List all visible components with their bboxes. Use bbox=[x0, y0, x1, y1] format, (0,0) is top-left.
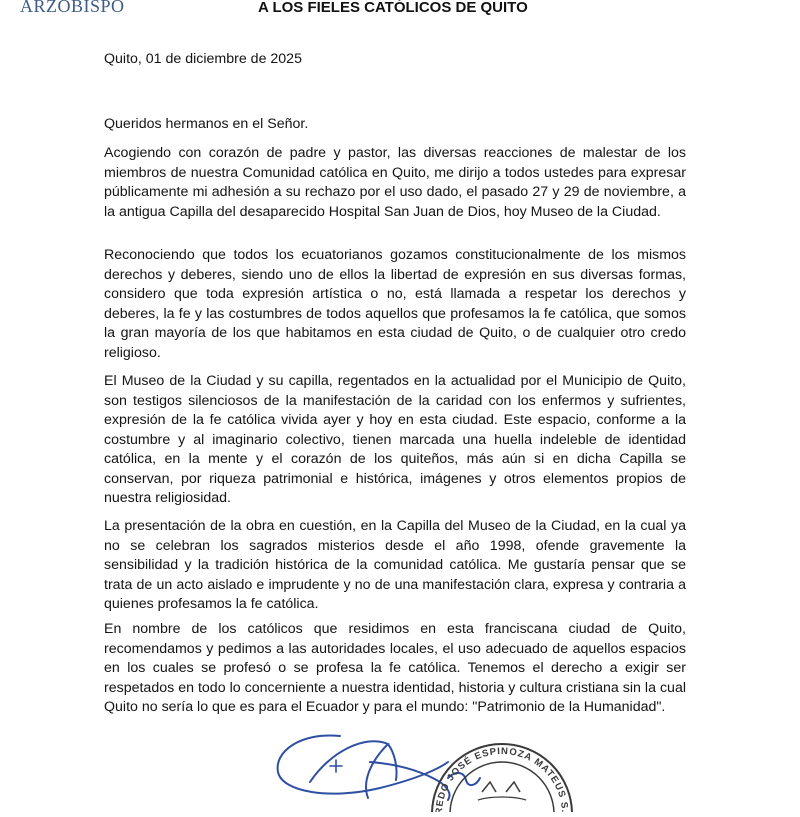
paragraph-4: La presentación de la obra en cuestión, en la Capilla del Museo de la Ciudad, en la cual ya no se celebran los sagrados misterios desde el año 1998, ofende gravemente la sensibilidad y la tradición histórica de la comunidad católica. Me gustaría pensar que se trata de un acto aislado e imprudente y no de una manifestación clara, expresa y contraria a quienes profesamos la fe católica. bbox=[104, 518, 686, 612]
paragraph-5: En nombre de los católicos que residimos en esta franciscana ciudad de Quito, recomendamos y pedimos a las autoridades locales, el uso adecuado de aquellos espacios en los cuales se profesó o se profesa la fe católica. Tenemos el derecho a exigir ser respetados en todo lo concerniente a nuestra identidad, historia y cultura cristiana sin la cual Quito no sería lo que es para el Ecuador y para el mundo: "Patrimonio de la Humanidad". bbox=[104, 621, 686, 715]
salutation: Queridos hermanos en el Señor. bbox=[104, 116, 309, 132]
signature-graphics bbox=[270, 722, 600, 812]
date-line: Quito, 01 de diciembre de 2025 bbox=[104, 51, 302, 67]
seal-text: REDO JOSÉ ESPINOZA MATEUS S. bbox=[433, 745, 571, 812]
signature-area bbox=[270, 722, 600, 812]
paragraph-1: Acogiendo con corazón de padre y pastor, las diversas reacciones de malestar de los miembros de nuestra Comunidad católica en Quito, me dirijo a todos ustedes para expresar públicamente mi adhesión a su rechazo por el uso dado, el pasado 27 y 29 de noviembre, a la antigua Capilla del desaparecido Hospital San Juan de Dios, hoy Museo de la Ciudad. bbox=[104, 145, 686, 220]
paragraph-2: Reconociendo que todos los ecuatorianos gozamos constitucionalmente de los mismos derechos y deberes, siendo uno de ellos la libertad de expresión en sus diversas formas, considero que toda expresión artística o no, está llamada a respetar los derechos y deberes, la fe y las costumbres de todos aquellos que profesamos la fe católica, que somos la gran mayoría de los que habitamos en esta ciudad de Quito, o de cualquier otro credo religioso. bbox=[104, 247, 686, 361]
episcopal-seal bbox=[270, 722, 572, 812]
letterhead-org: ARZOBISPO bbox=[20, 0, 125, 16]
document-title: A LOS FIELES CATÓLICOS DE QUITO bbox=[258, 0, 528, 16]
paragraph-3: El Museo de la Ciudad y su capilla, regentados en la actualidad por el Municipio de Quito, son testigos silenciosos de la manifestación de la caridad con los enfermos y sufrientes, expresión de la fe católica vivida ayer y hoy en esta ciudad. Este espacio, conforme a la costumbre y al imaginario colectivo, tienen marcada una huella indeleble de identidad católica, en la mente y el corazón de los quiteños, más aún si en dicha Capilla se conservan, por riqueza patrimonial e histórica, imágenes y otros elementos propios de nuestra religiosidad. bbox=[104, 373, 686, 506]
